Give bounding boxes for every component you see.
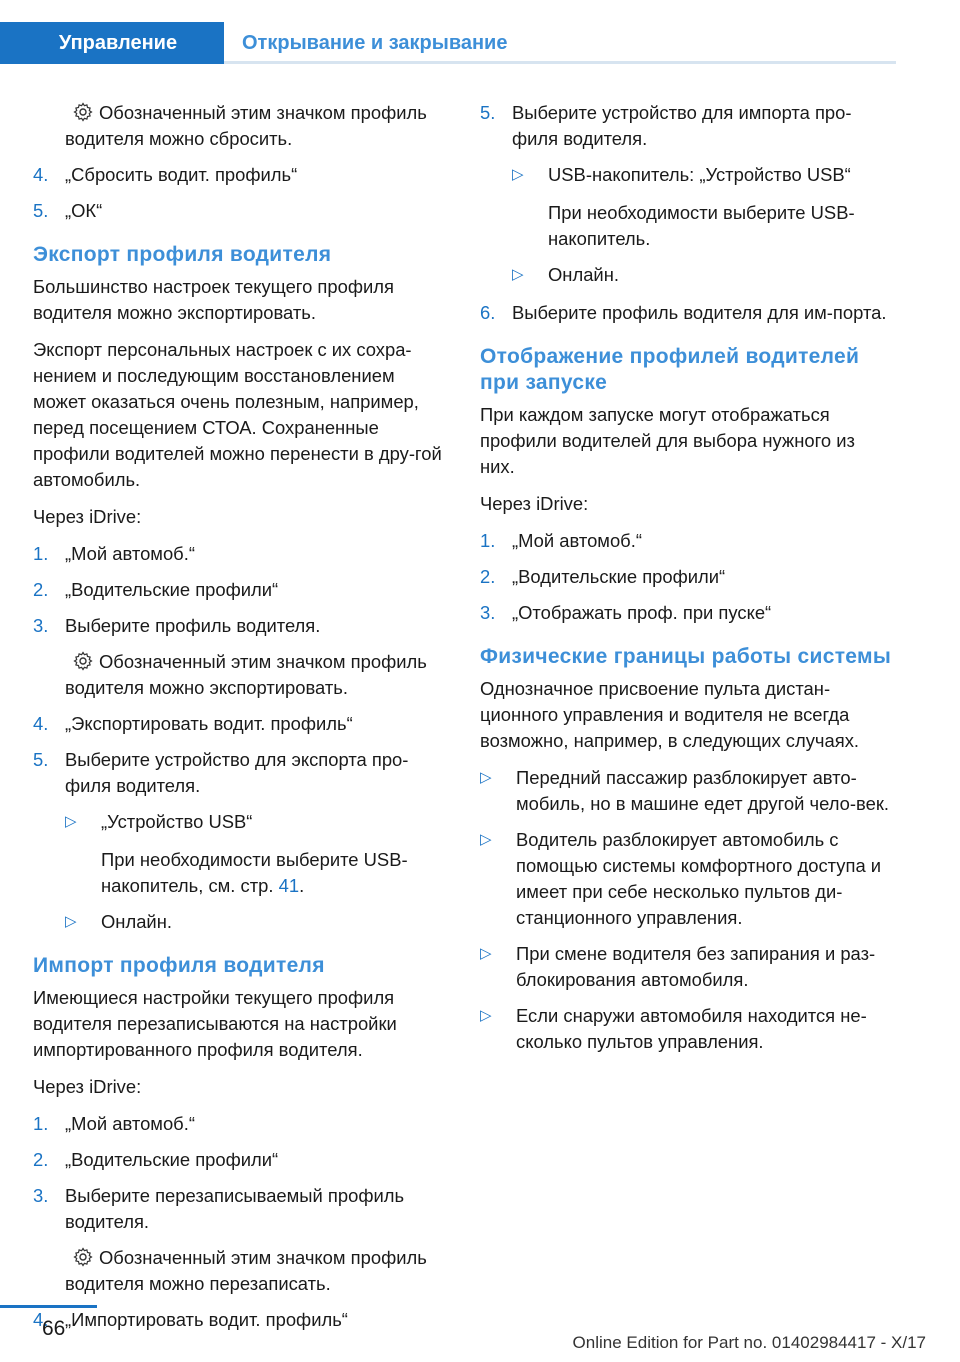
export-paragraph-2: Экспорт персональных настроек с их сохра-нением и последующим восстановлением может оказаться очень полезным, например, перед посещением СТОА. Сохраненные профили водителей можно перенести в дру-гой автомобиль.: [33, 339, 442, 490]
step-text: Выберите профиль водителя.: [65, 615, 321, 636]
tab-opening-closing[interactable]: [224, 22, 896, 64]
page-number: 66: [42, 1317, 66, 1340]
sub-item-note: При необходимости выберите USB-накопитель.: [548, 202, 855, 249]
bullet-item: [480, 765, 892, 817]
step-text: Выберите профиль водителя для им-порта.: [512, 302, 887, 323]
bullet-text: Если снаружи автомобиля находится не-сколько пультов управления.: [516, 1005, 867, 1052]
header-rule: [224, 61, 896, 64]
step-number: 3.: [33, 615, 49, 636]
display-heading: Отображение профилей водителей при запуске: [480, 345, 860, 394]
list-item: [33, 577, 445, 603]
triangle-bullet-icon: ▷: [480, 1007, 492, 1024]
right-column: [480, 100, 892, 1065]
reset-note-text: Обозначенный этим значком профиль водителя можно сбросить.: [65, 102, 427, 149]
sub-item-text: Онлайн.: [101, 911, 172, 932]
sub-item-text: USB-накопитель: „Устройство USB“: [548, 164, 851, 185]
gear-icon: [73, 651, 93, 671]
export-note-text: Обозначенный этим значком профиль водителя можно экспортировать.: [65, 651, 427, 698]
list-item: [33, 711, 445, 737]
import-via: Через iDrive:: [33, 1076, 142, 1097]
step-text: „Экспортировать водит. профиль“: [65, 713, 353, 734]
list-item: [33, 1307, 445, 1333]
import-heading: Импорт профиля водителя: [33, 954, 325, 977]
list-item: [33, 747, 445, 799]
step-number: 5.: [33, 749, 49, 770]
gear-icon: [73, 102, 93, 122]
bullet-item: [480, 827, 892, 931]
sub-item-text: Онлайн.: [548, 264, 619, 285]
step-text: „Водительские профили“: [65, 579, 279, 600]
import-paragraph-1: Имеющиеся настройки текущего профиля водителя перезаписываются на настройки импортированного профиля водителя.: [33, 987, 397, 1060]
display-paragraph-1: При каждом запуске могут отображаться профили водителей для выбора нужного из них.: [480, 404, 855, 477]
reset-note: [65, 100, 445, 152]
list-item: [480, 300, 892, 326]
bullet-text: Передний пассажир разблокирует авто-мобиль, но в машине едет другой чело-век.: [516, 767, 889, 814]
step-text: Выберите устройство для экспорта про-филя водителя.: [65, 749, 409, 796]
sub-item-text: „Устройство USB“: [101, 811, 253, 832]
tab-opening-closing-label: Открывание и закрывание: [242, 31, 508, 54]
page-link[interactable]: 41: [278, 875, 300, 896]
bullet-item: [480, 1003, 892, 1055]
step-text: „ОК“: [65, 200, 103, 221]
list-item: [33, 198, 445, 224]
export-note: [65, 649, 445, 701]
step-text: Выберите перезаписываемый профиль водителя.: [65, 1185, 405, 1232]
sub-item-note: При необходимости выберите USB-накопитель, см. стр. 41.: [101, 849, 408, 896]
left-column: [33, 100, 445, 1343]
triangle-bullet-icon: ▷: [480, 831, 492, 848]
step-number: 3.: [480, 602, 496, 623]
bullet-text: При смене водителя без запирания и раз-блокирования автомобиля.: [516, 943, 876, 990]
step-number: 1.: [480, 530, 496, 551]
sub-item: [65, 909, 445, 935]
step-number: 5.: [33, 200, 49, 221]
display-via: Через iDrive:: [480, 493, 589, 514]
list-item: [480, 100, 892, 152]
step-number: 2.: [33, 579, 49, 600]
step-text: Выберите устройство для импорта про-филя водителя.: [512, 102, 852, 149]
step-text: „Импортировать водит. профиль“: [65, 1309, 348, 1330]
triangle-bullet-icon: ▷: [480, 769, 492, 786]
export-via: Через iDrive:: [33, 506, 142, 527]
import-note-text: Обозначенный этим значком профиль водителя можно перезаписать.: [65, 1247, 427, 1294]
list-item: [480, 564, 892, 590]
step-number: 4.: [33, 1309, 49, 1330]
sub-item: [65, 809, 445, 835]
triangle-bullet-icon: ▷: [65, 913, 77, 930]
edition-text: Online Edition for Part no. 01402984417 - X/17: [572, 1333, 926, 1352]
step-number: 3.: [33, 1185, 49, 1206]
step-text: „Отображать проф. при пуске“: [512, 602, 772, 623]
list-item: [480, 600, 892, 626]
step-text: „Мой автомоб.“: [65, 1113, 195, 1134]
sub-item: [512, 162, 892, 188]
list-item: [480, 528, 892, 554]
import-note: [65, 1245, 445, 1297]
tab-control[interactable]: [0, 22, 224, 64]
export-heading: Экспорт профиля водителя: [33, 243, 332, 266]
step-text: „Мой автомоб.“: [512, 530, 642, 551]
step-text: „Водительские профили“: [512, 566, 726, 587]
list-item: [33, 613, 445, 639]
list-item: [33, 1183, 445, 1235]
triangle-bullet-icon: ▷: [65, 813, 77, 830]
step-text: „Водительские профили“: [65, 1149, 279, 1170]
export-paragraph-1: Большинство настроек текущего профиля водителя можно экспортировать.: [33, 276, 394, 323]
step-number: 1.: [33, 1113, 49, 1134]
step-number: 1.: [33, 543, 49, 564]
step-number: 2.: [33, 1149, 49, 1170]
bullet-item: [480, 941, 892, 993]
triangle-bullet-icon: ▷: [480, 945, 492, 962]
list-item: [33, 541, 445, 567]
step-number: 2.: [480, 566, 496, 587]
step-text: „Мой автомоб.“: [65, 543, 195, 564]
step-number: 4.: [33, 713, 49, 734]
step-number: 4.: [33, 164, 49, 185]
step-text: „Сбросить водит. профиль“: [65, 164, 298, 185]
limits-paragraph-1: Однозначное присвоение пульта дистан-ционного управления и водителя не всегда возможно, например, в следующих случаях.: [480, 678, 860, 751]
list-item: [33, 1147, 445, 1173]
footer-rule: [0, 1305, 97, 1308]
tab-control-label: Управление: [58, 31, 178, 54]
step-number: 6.: [480, 302, 496, 323]
step-number: 5.: [480, 102, 496, 123]
limits-heading: Физические границы работы системы: [480, 645, 892, 668]
sub-item-note-text: При необходимости выберите USB-накопитель, см. стр.: [101, 849, 408, 896]
list-item: [33, 1111, 445, 1137]
gear-icon: [73, 1247, 93, 1267]
triangle-bullet-icon: ▷: [512, 166, 524, 183]
sub-item: [512, 262, 892, 288]
triangle-bullet-icon: ▷: [512, 266, 524, 283]
bullet-text: Водитель разблокирует автомобиль с помощью системы комфортного доступа и имеет при себе несколько пультов ди-станционного управления.: [516, 829, 882, 928]
list-item: [33, 162, 445, 188]
